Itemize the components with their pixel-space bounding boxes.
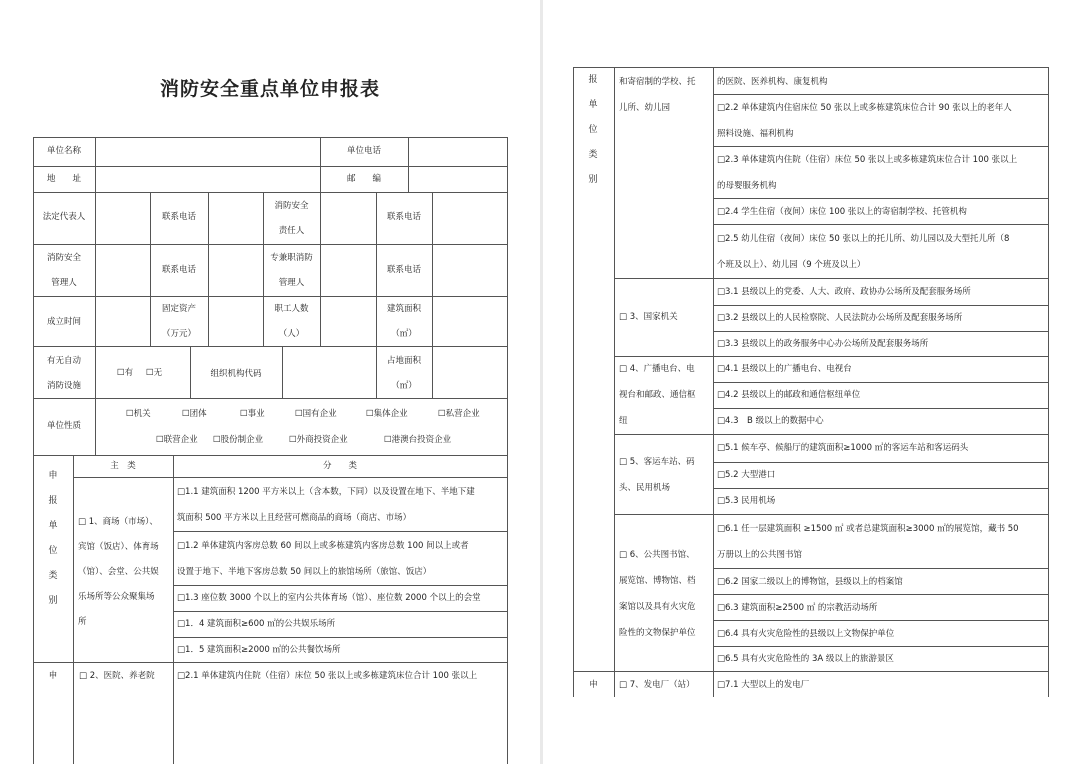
category-item-3-2[interactable]: □3.2 县级以上的人民检察院、人民法院办公场所及配套服务场所 — [717, 313, 963, 323]
category-item-2-3-cont: 的母婴服务机构 — [717, 181, 777, 191]
category-2-label-cont-1: 和寄宿制的学校、托 — [619, 77, 696, 87]
category-5-label-2: 头、民用机场 — [619, 483, 671, 493]
fulltime-mgr-label-line1: 专兼职消防 — [270, 253, 313, 263]
legal-rep-field[interactable] — [96, 193, 150, 244]
contact-phone-label-3: 联系电话 — [161, 265, 196, 275]
auto-fire-label-line1: 有无自动 — [46, 356, 81, 366]
safety-resp-label-line1: 消防安全 — [274, 201, 309, 211]
land-area-field[interactable] — [433, 347, 507, 398]
category-2-label-cont-2: 儿所、幼儿园 — [619, 103, 671, 113]
postcode-label: 邮 编 — [346, 174, 381, 184]
category-item-3-3[interactable]: □3.3 县级以上的政务服务中心办公场所及配套服务场所 — [717, 339, 929, 349]
auto-fire-yes-checkbox[interactable]: ☐ 有 — [117, 368, 133, 379]
contact-phone-field[interactable] — [209, 193, 263, 244]
page-title: 消防安全重点单位申报表 — [159, 78, 380, 100]
category-column-continued: 申 — [48, 671, 58, 681]
form-page-right — [543, 0, 1080, 764]
fixed-assets-field[interactable] — [209, 297, 263, 346]
category-item-4-2[interactable]: □4.2 县级以上的邮政和通信枢纽单位 — [717, 390, 861, 400]
category-item-1-3[interactable]: □1.3 座位数 3000 个以上的室内公共体育场（馆）、座位数 2000 个以上的会堂 — [177, 593, 481, 603]
auto-fire-no-checkbox[interactable]: ☐ 无 — [146, 368, 162, 379]
contact-phone-field-2[interactable] — [433, 193, 507, 244]
auto-fire-label-line2: 消防设施 — [46, 381, 81, 391]
category-item-1-2-cont: 设置于地下、半地下客房总数 50 间以上的旅馆场所（旅馆、饭店） — [177, 567, 432, 577]
contact-phone-field-4[interactable] — [433, 245, 507, 296]
nature-option[interactable]: ☐ 外商投资企业 — [289, 435, 348, 446]
contact-phone-label-2: 联系电话 — [386, 212, 421, 222]
category-item-2-2-cont: 照料设施、福利机构 — [717, 129, 794, 139]
building-area-field[interactable] — [433, 297, 507, 346]
safety-resp-field[interactable] — [321, 193, 376, 244]
address-label: 地 址 — [46, 174, 81, 184]
established-label: 成立时间 — [46, 317, 81, 327]
contact-phone-label: 联系电话 — [161, 212, 196, 222]
category-item-1-1-cont: 筑面积 500 平方米以上且经营可燃商品的商场（商店、市场） — [177, 513, 412, 523]
category-item-6-1[interactable]: □6.1 任一层建筑面积 ≥1500 ㎡ 或者总建筑面积≥3000 ㎡的展览馆，藏书 50 — [717, 524, 1019, 534]
category-item-5-3[interactable]: □5.3 民用机场 — [717, 496, 776, 506]
nature-option[interactable]: ☐ 联营企业 — [156, 435, 198, 446]
category-6-label-1[interactable]: □ 6、公共图书馆、 — [619, 550, 695, 560]
unit-name-label: 单位名称 — [46, 146, 81, 156]
nature-option[interactable]: ☐ 团体 — [182, 409, 207, 420]
category-7-label[interactable]: □ 7、发电厂（站） — [619, 680, 695, 690]
org-code-label: 组织机构代码 — [210, 369, 262, 379]
category-item-5-2[interactable]: □5.2 大型港口 — [717, 470, 776, 480]
building-area-label-line1: 建筑面积 — [386, 304, 421, 314]
category-item-6-1-cont: 万册以上的公共图书馆 — [717, 550, 803, 560]
staff-count-field[interactable] — [321, 297, 376, 346]
safety-mgr-label-line1: 消防安全 — [46, 253, 81, 263]
category-3-label[interactable]: □ 3、国家机关 — [619, 312, 678, 322]
category-item-1-2[interactable]: □1.2 单体建筑内客房总数 60 间以上或多栋建筑内客房总数 100 间以上或者 — [177, 541, 469, 551]
category-item-4-3[interactable]: □4.3 B 级以上的数据中心 — [717, 416, 824, 426]
contact-phone-field-3[interactable] — [209, 245, 263, 296]
safety-resp-label-line2: 责任人 — [278, 226, 305, 236]
category-item-5-1[interactable]: □5.1 候车亭、候船厅的建筑面积≥1000 ㎡的客运车站和客运码头 — [717, 443, 969, 453]
nature-option[interactable]: ☐ 集体企业 — [366, 409, 408, 420]
nature-option[interactable]: ☐ 港澳台投资企业 — [384, 435, 451, 446]
safety-mgr-field[interactable] — [96, 245, 150, 296]
unit-phone-label: 单位电话 — [346, 146, 381, 156]
nature-option[interactable]: ☐ 机关 — [126, 409, 151, 420]
postcode-field[interactable] — [409, 167, 507, 192]
category-5-label-1[interactable]: □ 5、客运车站、码 — [619, 457, 695, 467]
address-field[interactable] — [96, 167, 320, 192]
category-item-1-5[interactable]: □1．5 建筑面积≥2000 ㎡的公共餐饮场所 — [177, 645, 341, 655]
category-6-label-3: 案馆以及具有火灾危 — [619, 602, 696, 612]
category-item-2-4[interactable]: □2.4 学生住宿（夜间）床位 100 张以上的寄宿制学校、托管机构 — [717, 207, 967, 217]
category-item-2-5[interactable]: □2.5 幼儿住宿（夜间）床位 50 张以上的托儿所、幼儿园以及大型托儿所（8 — [717, 234, 1010, 244]
main-category-header: 主 类 — [110, 461, 136, 471]
unit-name-field[interactable] — [96, 138, 320, 166]
category-column-continued-2: 申 — [589, 680, 598, 690]
sub-category-header: 分 类 — [322, 461, 357, 471]
unit-nature-label: 单位性质 — [46, 421, 81, 431]
category-item-2-1-cont: 的医院、医养机构、康复机构 — [717, 77, 828, 87]
category-item-2-2[interactable]: □2.2 单体建筑内住宿床位 50 张以上或多栋建筑床位合计 90 张以上的老年人 — [717, 103, 1012, 113]
land-area-label-line1: 占地面积 — [386, 356, 421, 366]
category-6-label-2: 展览馆、博物馆、档 — [619, 576, 696, 586]
org-code-field[interactable] — [283, 347, 376, 398]
fixed-assets-label-line1: 固定资产 — [161, 304, 196, 314]
category-4-label-3: 纽 — [619, 416, 628, 426]
category-item-4-1[interactable]: □4.1 县级以上的广播电台、电视台 — [717, 364, 852, 374]
land-area-label-line2: （㎡） — [391, 381, 417, 391]
fixed-assets-label-line2: （万元） — [161, 329, 196, 339]
category-item-2-3[interactable]: □2.3 单体建筑内住院（住宿）床位 50 张以上或多栋建筑床位合计 100 张以上 — [717, 155, 1018, 165]
category-item-1-4[interactable]: □1．4 建筑面积≥600 ㎡的公共娱乐场所 — [177, 619, 336, 629]
established-field[interactable] — [96, 297, 150, 346]
category-2-label[interactable]: □ 2、医院、养老院 — [79, 671, 155, 681]
unit-phone-field[interactable] — [409, 138, 507, 166]
category-item-1-1[interactable]: □1.1 建筑面积 1200 平方米以上（含本数，下同）以及设置在地下、半地下建 — [177, 487, 475, 497]
category-item-2-1[interactable]: □2.1 单体建筑内住院（住宿）床位 50 张以上或多栋建筑床位合计 100 张以上 — [177, 671, 478, 681]
legal-rep-label: 法定代表人 — [42, 212, 86, 222]
category-item-6-2[interactable]: □6.2 国家二级以上的博物馆，县级以上的档案馆 — [717, 577, 903, 587]
fulltime-mgr-field[interactable] — [321, 245, 376, 296]
fulltime-mgr-label-line2: 管理人 — [278, 278, 305, 288]
nature-option[interactable]: ☐ 事业 — [240, 409, 265, 420]
staff-count-label-line1: 职工人数 — [274, 304, 309, 314]
category-item-2-5-cont: 个班及以上）、幼儿园（9 个班及以上） — [717, 260, 866, 270]
nature-option[interactable]: ☐ 国有企业 — [295, 409, 337, 420]
category-6-label-4: 险性的文物保护单位 — [619, 628, 696, 638]
category-item-6-4[interactable]: □6.4 具有火灾危险性的县级以上文物保护单位 — [717, 629, 895, 639]
category-4-label-2: 视台和邮政、通信枢 — [619, 390, 696, 400]
category-item-3-1[interactable]: □3.1 县级以上的党委、人大、政府、政协办公场所及配套服务场所 — [717, 287, 971, 297]
building-area-label-line2: （㎡） — [391, 329, 417, 339]
nature-option[interactable]: ☐ 股份制企业 — [213, 435, 263, 446]
staff-count-label-line2: （人） — [278, 329, 305, 339]
category-item-6-5[interactable]: □6.5 具有火灾危险性的 3A 级以上的旅游景区 — [717, 654, 894, 664]
safety-mgr-label-line2: 管理人 — [51, 278, 77, 288]
declare-category-label-cont: 报单位类别 — [588, 75, 598, 185]
category-item-6-3[interactable]: □6.3 建筑面积≥2500 ㎡ 的宗教活动场所 — [717, 603, 878, 613]
declare-category-label: 申报单位类别 — [48, 471, 58, 606]
category-4-label-1[interactable]: □ 4、广播电台、电 — [619, 364, 695, 374]
nature-option[interactable]: ☐ 私营企业 — [438, 409, 480, 420]
category-1-label[interactable]: □ 1、商场（市场）、 宾馆（饭店）、体育场 （馆）、会堂、公共娱 乐场所等公众聚集场 所 — [78, 517, 159, 627]
category-item-7-1[interactable]: □7.1 大型以上的发电厂 — [717, 680, 810, 690]
contact-phone-label-4: 联系电话 — [386, 265, 421, 275]
